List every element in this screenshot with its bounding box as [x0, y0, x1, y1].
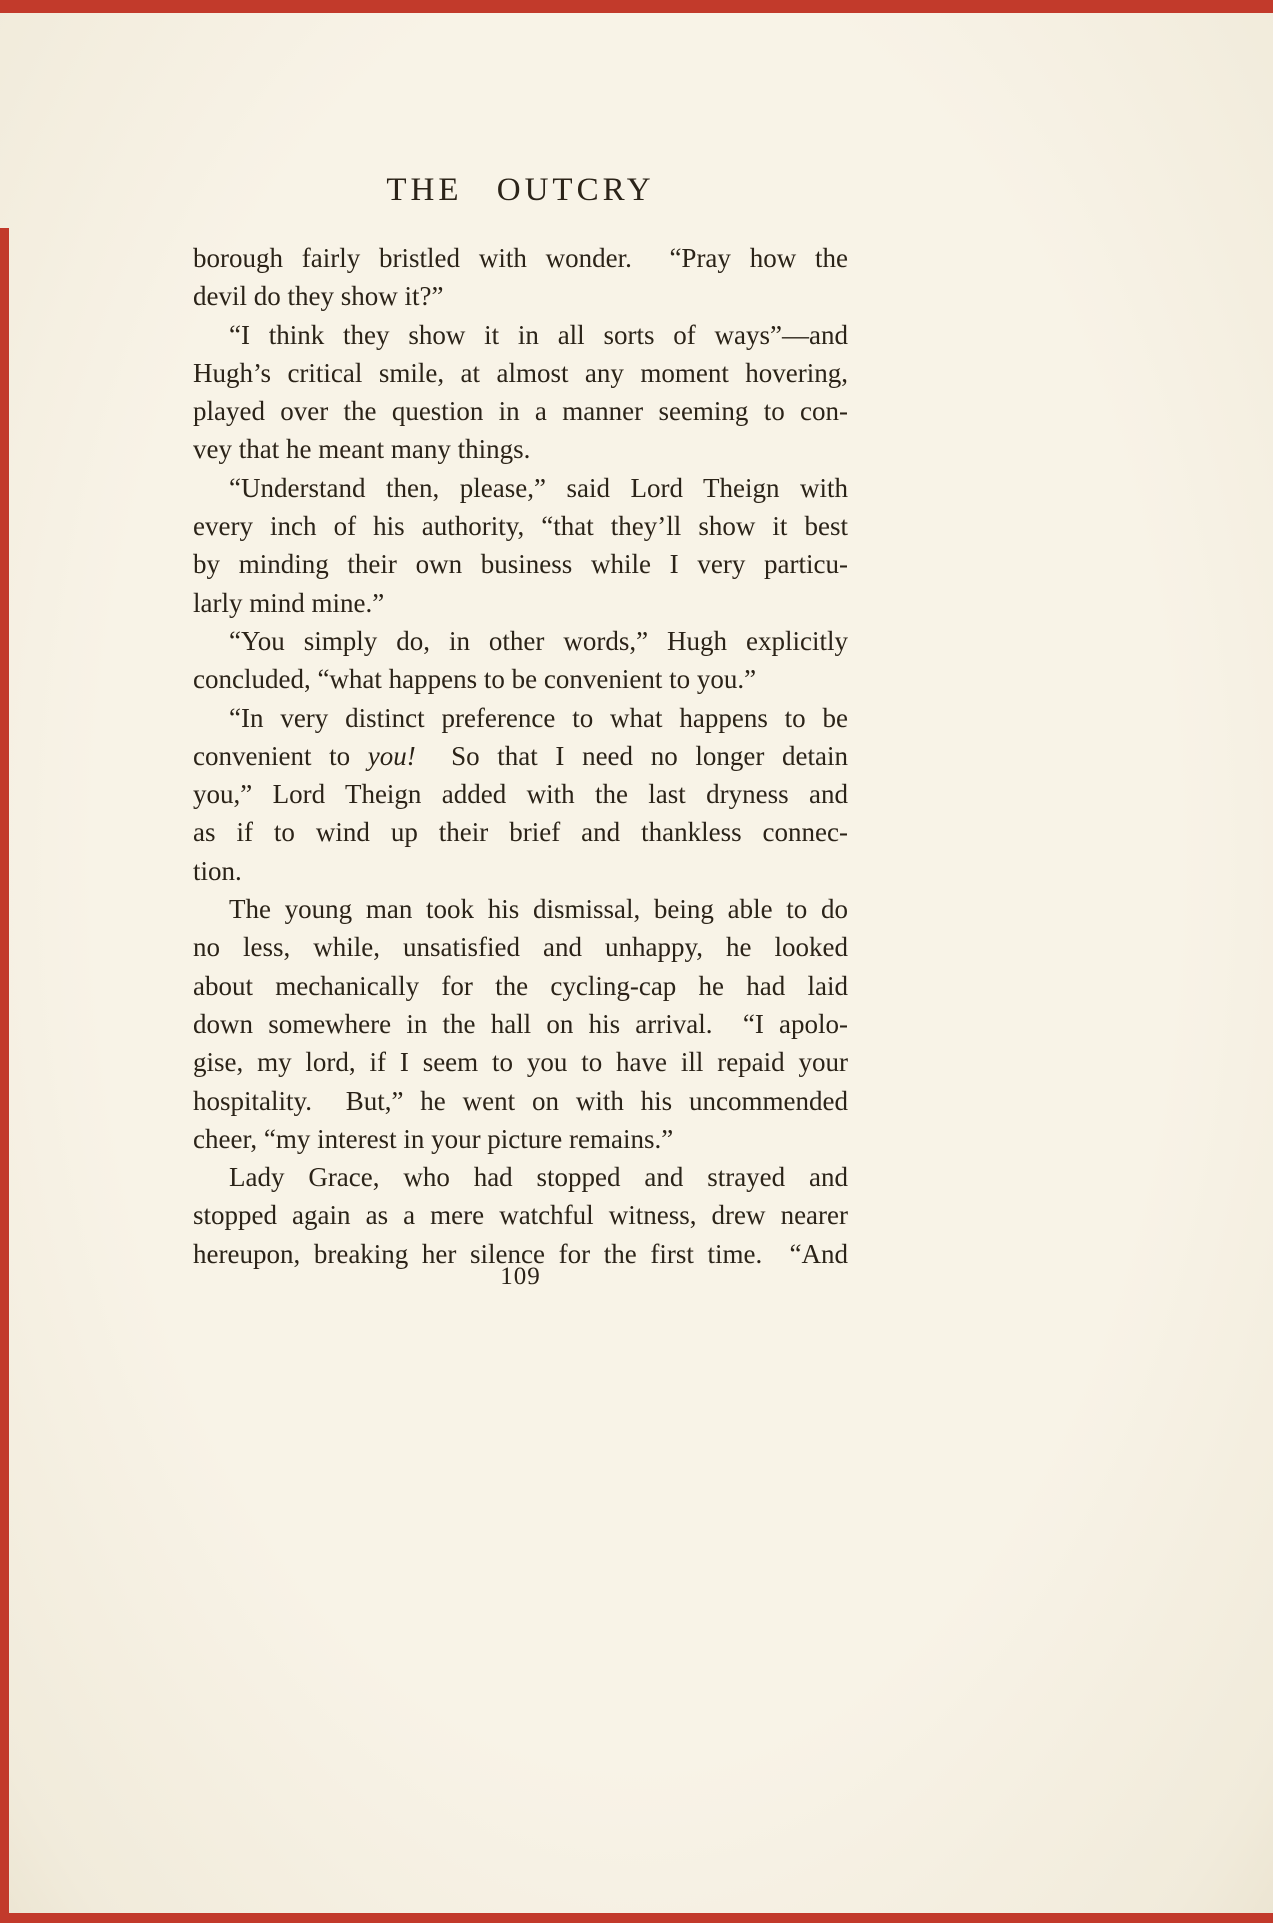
scan-edge-bottom	[0, 1913, 1273, 1923]
text-block	[193, 239, 848, 1273]
paragraph	[193, 1158, 848, 1273]
text-line: no less, while, unsatisfied and unhappy, he looked	[193, 932, 848, 963]
text-line: cheer, “my interest in your picture remains.”	[193, 1123, 674, 1154]
text-line: borough fairly bristled with wonder. “Pray how the	[193, 243, 848, 273]
text-line: “In very distinct preference to what happens to be	[229, 702, 848, 733]
text-line: “I think they show it in all sorts of ways”—and	[229, 319, 848, 350]
page-number: 109	[500, 1263, 541, 1290]
text-line: gise, my lord, if I seem to you to have ill repaid your	[193, 1047, 848, 1078]
text-line: Hugh’s critical smile, at almost any moment hovering,	[193, 357, 848, 388]
text-line: hereupon, breaking her silence for the first time. “And	[193, 1238, 848, 1269]
text-line: down somewhere in the hall on his arrival. “I apolo-	[193, 1008, 848, 1039]
text-line: you,” Lord Theign added with the last dryness and	[193, 779, 848, 810]
text-line: stopped again as a mere watchful witness, drew nearer	[193, 1200, 848, 1231]
text-line: “Understand then, please,” said Lord Theign with	[229, 472, 848, 503]
running-header: THE OUTCRY	[386, 172, 655, 208]
paragraph	[193, 316, 848, 469]
text-line: vey that he meant many things.	[193, 434, 531, 465]
text-line: tion.	[193, 855, 242, 886]
paragraph	[193, 239, 848, 316]
text-line: by minding their own business while I very particu-	[193, 549, 848, 580]
text-line: larly mind mine.”	[193, 587, 385, 618]
text-line: convenient to you! So that I need no longer detain	[193, 740, 848, 771]
text-line: hospitality. But,” he went on with his uncommended	[193, 1085, 848, 1116]
scan-edge-top	[0, 0, 1273, 13]
text-line: every inch of his authority, “that they’ll show it best	[193, 511, 848, 542]
text-line: about mechanically for the cycling-cap he had laid	[193, 970, 848, 1001]
paragraph	[193, 890, 848, 1158]
text-line: played over the question in a manner seeming to con-	[193, 396, 848, 427]
paragraph	[193, 622, 848, 699]
paragraph	[193, 699, 848, 890]
text-line: concluded, “what happens to be convenient to you.”	[193, 664, 757, 695]
scan-edge-left	[0, 228, 9, 1923]
text-line: as if to wind up their brief and thankless connec-	[193, 817, 848, 848]
text-line: devil do they show it?”	[193, 281, 444, 312]
text-line: “You simply do, in other words,” Hugh explicitly	[229, 625, 848, 656]
text-line: The young man took his dismissal, being able to do	[229, 894, 848, 925]
text-line: Lady Grace, who had stopped and strayed and	[229, 1162, 848, 1193]
paragraph	[193, 469, 848, 622]
